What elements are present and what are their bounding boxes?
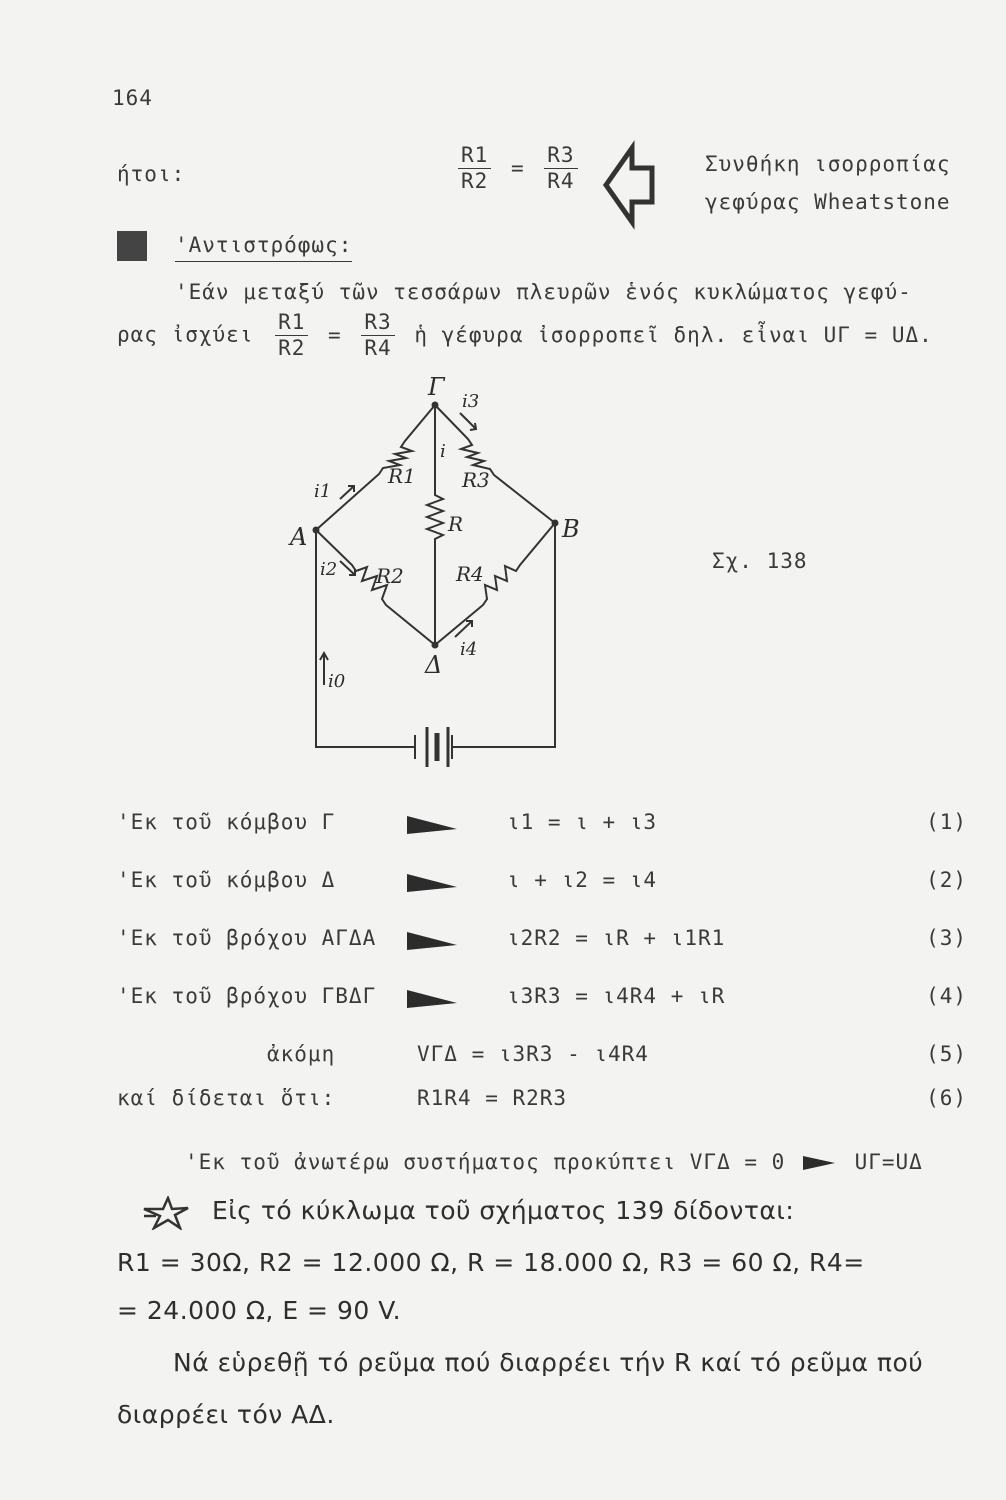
equation-row-extra: ἀκόμη VΓΔ = ι3R3 - ι4R4 (5) <box>267 1042 967 1066</box>
r-label: R <box>448 512 464 536</box>
triangle-arrow-icon <box>803 1155 837 1171</box>
triangle-arrow-icon <box>407 872 459 894</box>
star-icon <box>142 1196 190 1230</box>
triangle-arrow-icon <box>407 814 459 836</box>
r4-label: R4 <box>456 562 484 586</box>
equation-row: 'Εκ τοῦ κόμβου Γ ι1 = ι + ι3 (1) <box>117 810 967 834</box>
i-label: i <box>440 441 446 462</box>
converse-line-1: 'Εάν μεταξύ τῶν τεσσάρων πλευρῶν ἑνός κυκλώματος γεφύ- <box>175 280 912 304</box>
node-delta-label: Δ <box>425 651 443 679</box>
converse-heading: 'Αντιστρόφως: <box>175 233 352 262</box>
r2-label: R2 <box>376 564 404 588</box>
node-a-label: A <box>290 523 308 551</box>
problem-line-2: R1 = 30Ω, R2 = 12.000 Ω, R = 18.000 Ω, R3 = 60 Ω, R4= <box>117 1248 865 1277</box>
i4-label: i4 <box>460 639 478 660</box>
problem-line-3: = 24.000 Ω, E = 90 V. <box>117 1296 402 1325</box>
wheatstone-bridge-diagram <box>280 365 600 775</box>
triangle-arrow-icon <box>407 930 459 952</box>
note-line-2: γεφύρας Wheatstone <box>705 190 951 214</box>
r1-label: R1 <box>388 464 416 488</box>
i1-label: i1 <box>314 481 332 502</box>
i2-label: i2 <box>320 559 338 580</box>
converse-line-2: ρας ἰσχύει $\frac{R1}{R2}$ = $\frac{R3}{R4}$ ἡ γέφυρα ἰσορροπεῖ δηλ. εἶναι UΓ = UΔ. <box>117 310 933 360</box>
problem-line-1: Εἰς τό κύκλωμα τοῦ σχήματος 139 δίδονται: <box>212 1196 795 1225</box>
r3-label: R3 <box>462 468 490 492</box>
section-marker-square <box>117 231 147 261</box>
node-gamma-label: Γ <box>428 373 445 401</box>
equation-row: 'Εκ τοῦ κόμβου Δ ι + ι2 = ι4 (2) <box>117 868 967 892</box>
eti-label: ήτοι: <box>117 162 186 186</box>
i0-label: i0 <box>328 671 346 692</box>
left-arrow-icon <box>600 140 660 230</box>
node-b-label: B <box>562 515 580 543</box>
problem-line-4: Νά εὑρεθῇ τό ρεῦμα πού διαρρέει τήν R καί τό ρεῦμα πού <box>173 1348 924 1377</box>
i3-label: i3 <box>462 391 480 412</box>
triangle-arrow-icon <box>407 988 459 1010</box>
problem-line-5: διαρρέει τόν ΑΔ. <box>117 1400 335 1429</box>
equation-row: 'Εκ τοῦ βρόχου ΓΒΔΓ ι3R3 = ι4R4 + ιR (4) <box>117 984 967 1008</box>
page-number: 164 <box>112 86 153 110</box>
balance-condition: $\frac{R1}{R2}$ = $\frac{R3}{R4}$ <box>458 145 578 192</box>
note-line-1: Συνθήκη ισορροπίας <box>705 152 951 176</box>
equation-row: 'Εκ τοῦ βρόχου ΑΓΔΑ ι2R2 = ιR + ι1R1 (3) <box>117 926 967 950</box>
figure-caption: Σχ. 138 <box>712 549 808 573</box>
conclusion-line: 'Εκ τοῦ ἀνωτέρω συστήματος προκύπτει VΓΔ = 0 UΓ=UΔ <box>185 1150 923 1174</box>
equation-row-extra: καί δίδεται ὅτι: R1R4 = R2R3 (6) <box>117 1086 967 1110</box>
